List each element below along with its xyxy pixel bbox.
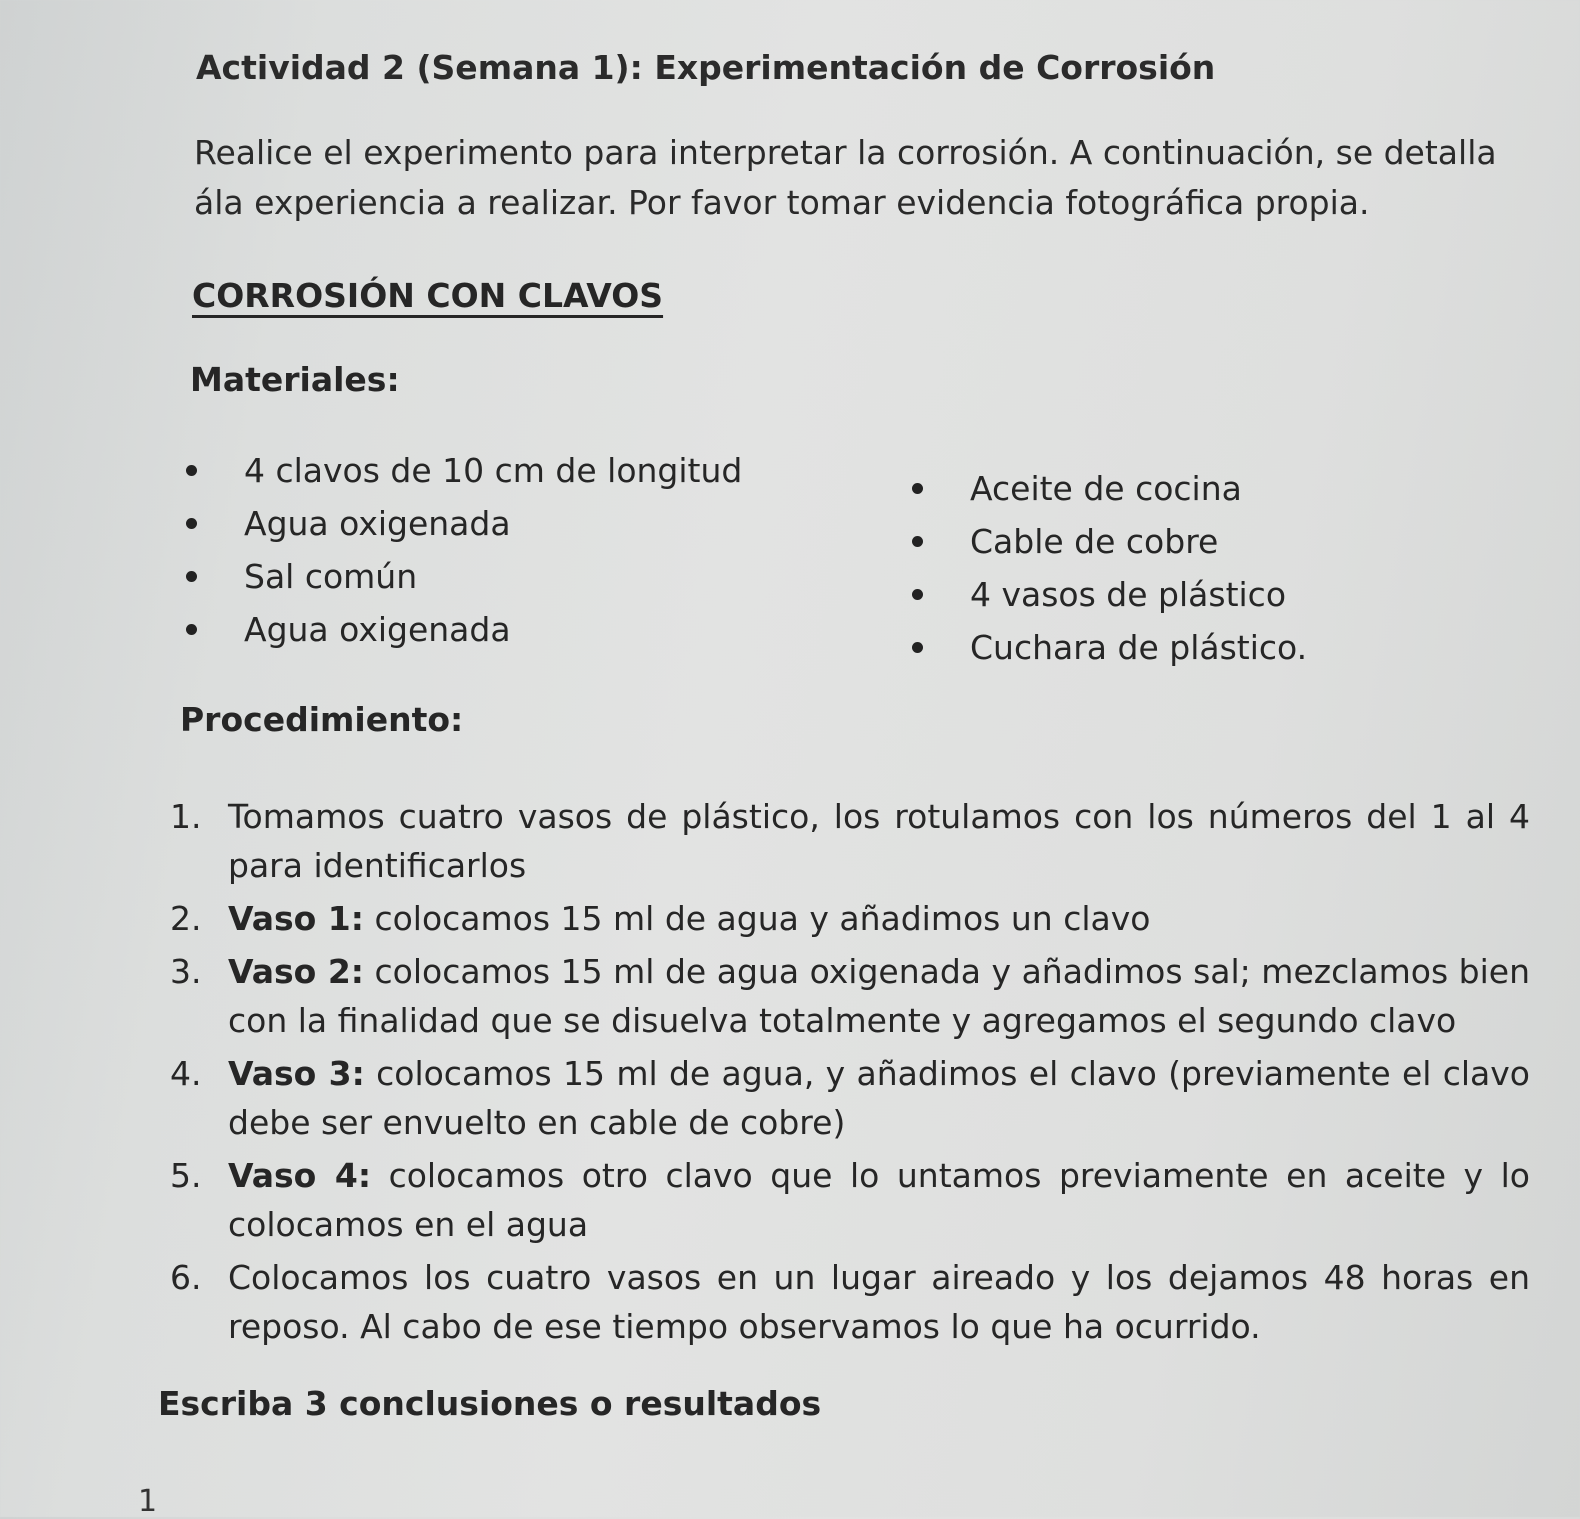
material-text: 4 clavos de 10 cm de longitud	[244, 451, 743, 490]
step-number: 5.	[170, 1156, 202, 1195]
bullet-icon	[186, 624, 197, 635]
step-text	[228, 1151, 1530, 1249]
materials-list-left	[186, 444, 742, 656]
procedure-step	[160, 1253, 1530, 1351]
conclusions-prompt: Escriba 3 conclusiones o resultados	[158, 1384, 822, 1423]
material-text: Cuchara de plástico.	[970, 628, 1308, 667]
section-heading: CORROSIÓN CON CLAVOS	[192, 276, 664, 315]
intro-line: Realice el experimento para interpretar la corrosión. A continuación, se detalla	[194, 133, 1497, 172]
material-text: Aceite de cocina	[970, 469, 1242, 508]
step-number: 2.	[170, 899, 202, 938]
step-body: colocamos otro clavo que lo untamos previamente en aceite y lo colocamos en el agua	[228, 1156, 1530, 1244]
material-text: Sal común	[244, 557, 418, 596]
step-lead: Vaso 2:	[228, 952, 364, 991]
step-text	[228, 1049, 1530, 1147]
answer-number: 1	[138, 1484, 158, 1519]
step-text	[228, 792, 1530, 890]
bullet-icon	[186, 465, 197, 476]
procedure-step	[160, 1049, 1530, 1147]
list-item	[912, 568, 1307, 621]
bullet-icon	[186, 571, 197, 582]
step-number: 4.	[170, 1054, 202, 1093]
list-item	[912, 515, 1307, 568]
list-item	[186, 550, 742, 603]
step-lead: Vaso 1:	[228, 899, 364, 938]
step-body: colocamos 15 ml de agua oxigenada y añadimos sal; mezclamos bien con la finalidad que se disuelva totalmente y agregamos el segundo clavo	[228, 952, 1530, 1040]
material-text: 4 vasos de plástico	[970, 575, 1287, 614]
step-body: Tomamos cuatro vasos de plástico, los rotulamos con los números del 1 al 4 para identificarlos	[228, 797, 1530, 885]
step-body: Colocamos los cuatro vasos en un lugar aireado y los dejamos 48 horas en reposo. Al cabo de ese tiempo observamos lo que ha ocurrido.	[228, 1258, 1530, 1346]
list-item	[912, 621, 1307, 674]
list-item	[186, 497, 742, 550]
list-item	[186, 444, 742, 497]
material-text: Agua oxigenada	[244, 504, 511, 543]
materials-label: Materiales:	[190, 360, 400, 399]
step-body: colocamos 15 ml de agua y añadimos un clavo	[363, 899, 1151, 938]
step-text	[228, 894, 1530, 943]
step-lead: Vaso 4:	[228, 1156, 372, 1195]
material-text: Cable de cobre	[970, 522, 1219, 561]
step-number: 6.	[170, 1258, 202, 1297]
procedure-step	[160, 894, 1530, 943]
materials-list-right	[912, 462, 1307, 674]
bullet-icon	[912, 536, 923, 547]
material-text: Agua oxigenada	[244, 610, 511, 649]
bullet-icon	[186, 518, 197, 529]
procedure-step	[160, 792, 1530, 890]
bullet-icon	[912, 642, 923, 653]
step-text	[228, 947, 1530, 1045]
step-body: colocamos 15 ml de agua, y añadimos el clavo (previamente el clavo debe ser envuelto en cable de cobre)	[228, 1054, 1530, 1142]
step-text	[228, 1253, 1530, 1351]
procedure-list	[160, 792, 1530, 1355]
step-lead: Vaso 3:	[228, 1054, 365, 1093]
step-number: 3.	[170, 952, 202, 991]
procedure-label: Procedimiento:	[180, 700, 464, 739]
bullet-icon	[912, 589, 923, 600]
bullet-icon	[912, 483, 923, 494]
procedure-step	[160, 1151, 1530, 1249]
list-item	[912, 462, 1307, 515]
step-number: 1.	[170, 797, 202, 836]
intro-paragraph	[194, 128, 1554, 228]
list-item	[186, 603, 742, 656]
intro-line: ála experiencia a realizar. Por favor tomar evidencia fotográfica propia.	[194, 183, 1370, 222]
activity-title: Actividad 2 (Semana 1): Experimentación de Corrosión	[196, 48, 1216, 87]
procedure-step	[160, 947, 1530, 1045]
